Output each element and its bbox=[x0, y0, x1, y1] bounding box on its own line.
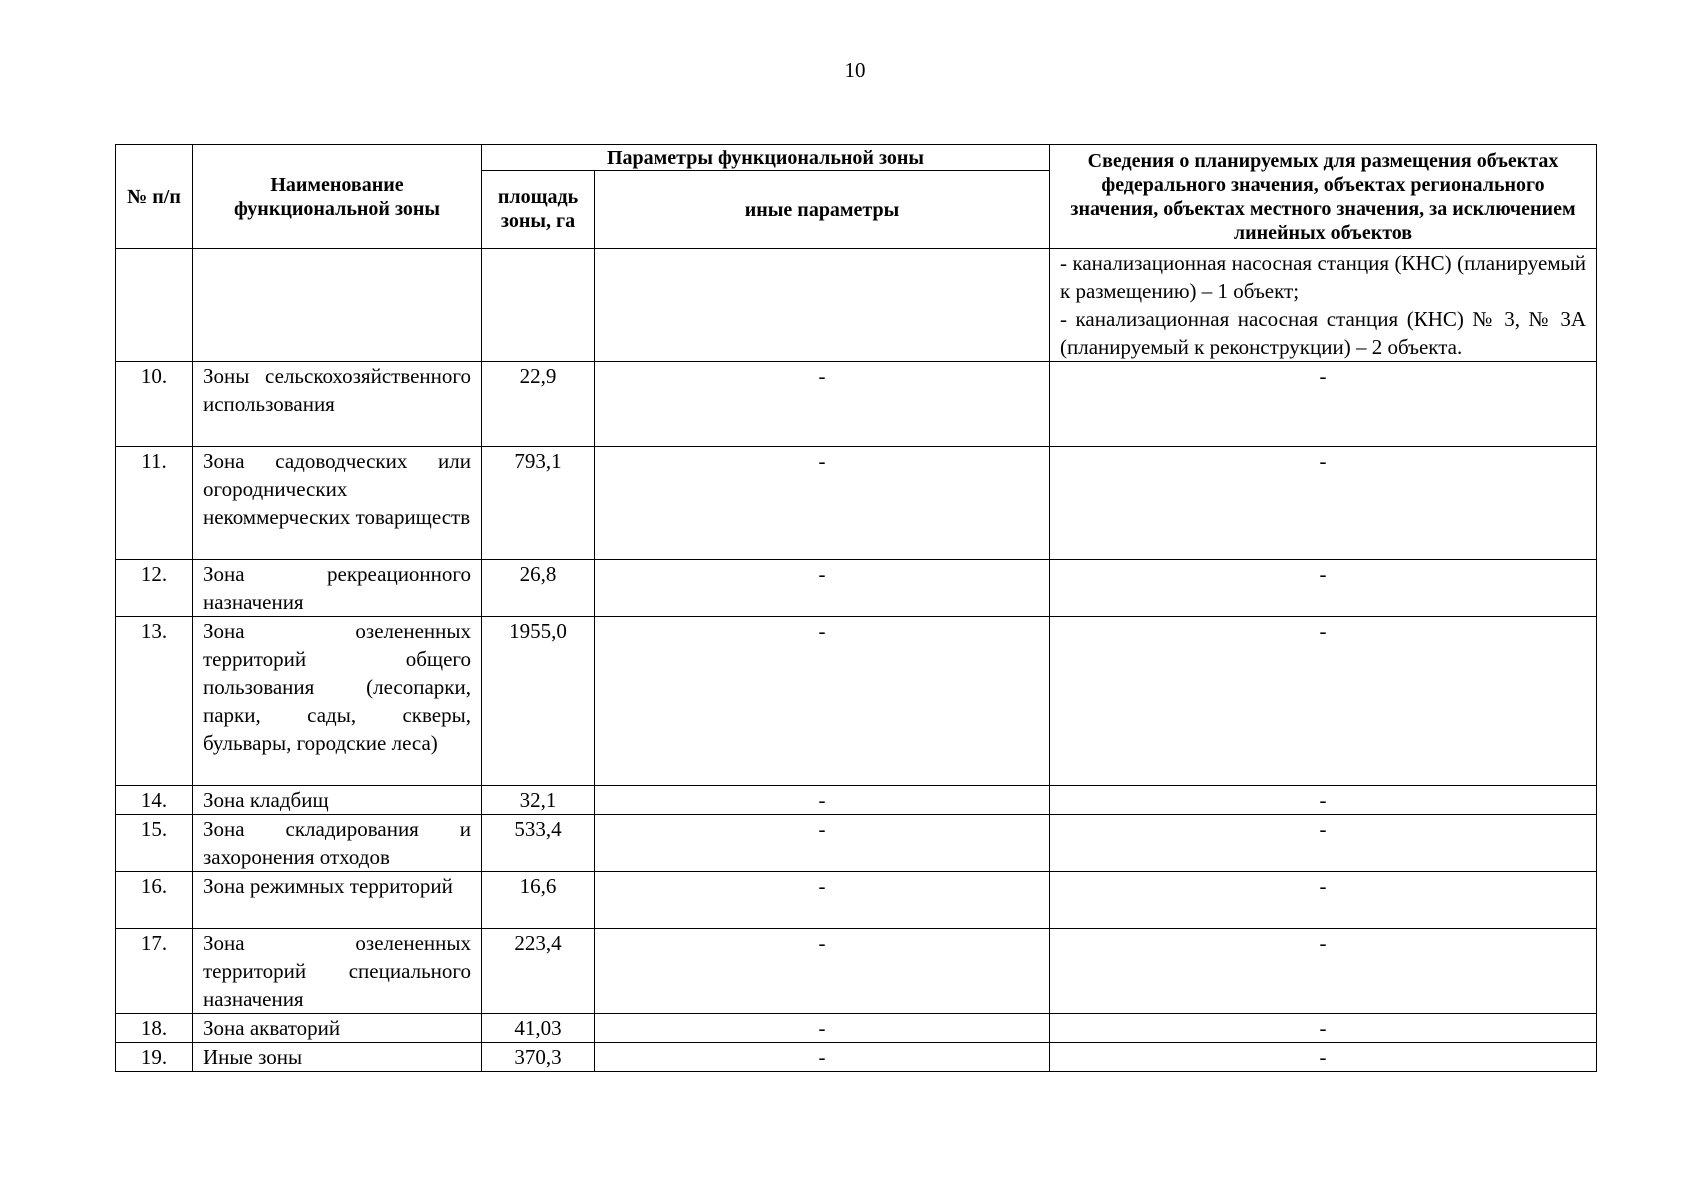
cell-planned: - bbox=[1050, 1043, 1597, 1072]
page-number: 10 bbox=[844, 58, 866, 82]
cell-num: 15. bbox=[116, 815, 193, 872]
header-planned-objects: Сведения о планируемых для размещения объектах федерального значения, объектах регионального значения, объектах местного значения, за исключением линейных объектов bbox=[1050, 145, 1597, 249]
cell-name: Зона озелененных территорий общего пользования (лесопарки, парки, сады, скверы, бульвары, городские леса) bbox=[193, 617, 482, 786]
table-row bbox=[116, 1014, 1597, 1043]
cell-area: 370,3 bbox=[482, 1043, 595, 1072]
table-row bbox=[116, 447, 1597, 560]
cell-num: 11. bbox=[116, 447, 193, 560]
cell-other bbox=[595, 249, 1050, 362]
cell-num bbox=[116, 249, 193, 362]
cell-num: 12. bbox=[116, 560, 193, 617]
cell-num: 14. bbox=[116, 786, 193, 815]
header-area: площадь зоны, га bbox=[482, 171, 595, 249]
cell-num: 17. bbox=[116, 929, 193, 1014]
cell-other: - bbox=[595, 872, 1050, 929]
cell-area: 533,4 bbox=[482, 815, 595, 872]
cell-planned: - bbox=[1050, 1014, 1597, 1043]
cell-name: Зоны сельскохозяйственного использования bbox=[193, 362, 482, 447]
header-name: Наименование функциональной зоны bbox=[193, 145, 482, 249]
cell-other: - bbox=[595, 929, 1050, 1014]
cell-other: - bbox=[595, 1014, 1050, 1043]
table-row bbox=[116, 815, 1597, 872]
cell-planned: - bbox=[1050, 786, 1597, 815]
cell-other: - bbox=[595, 560, 1050, 617]
cell-planned-objects bbox=[1050, 249, 1597, 362]
table-row bbox=[116, 617, 1597, 786]
cell-name: Иные зоны bbox=[193, 1043, 482, 1072]
table-row-continuation bbox=[116, 249, 1597, 362]
table-row bbox=[116, 560, 1597, 617]
cell-area: 16,6 bbox=[482, 872, 595, 929]
cell-num: 10. bbox=[116, 362, 193, 447]
cell-name: Зона озелененных территорий специального назначения bbox=[193, 929, 482, 1014]
cell-name: Зона садоводческих или огороднических некоммерческих товариществ bbox=[193, 447, 482, 560]
cell-area: 1955,0 bbox=[482, 617, 595, 786]
cell-num: 13. bbox=[116, 617, 193, 786]
cell-planned: - bbox=[1050, 362, 1597, 447]
cell-area: 41,03 bbox=[482, 1014, 595, 1043]
cell-planned: - bbox=[1050, 447, 1597, 560]
table-row bbox=[116, 362, 1597, 447]
cell-name bbox=[193, 249, 482, 362]
cell-planned: - bbox=[1050, 929, 1597, 1014]
cell-num: 16. bbox=[116, 872, 193, 929]
cell-other: - bbox=[595, 447, 1050, 560]
cell-name: Зона акваторий bbox=[193, 1014, 482, 1043]
planned-object-line: - канализационная насосная станция (КНС) (планируемый к размещению) – 1 объект; bbox=[1060, 251, 1586, 303]
cell-planned: - bbox=[1050, 815, 1597, 872]
cell-other: - bbox=[595, 362, 1050, 447]
planned-object-line: - канализационная насосная станция (КНС) № 3, № 3А (планируемый к реконструкции) – 2 объекта. bbox=[1060, 307, 1586, 359]
cell-area: 22,9 bbox=[482, 362, 595, 447]
header-num: № п/п bbox=[116, 145, 193, 249]
cell-other: - bbox=[595, 815, 1050, 872]
cell-planned: - bbox=[1050, 617, 1597, 786]
cell-other: - bbox=[595, 617, 1050, 786]
cell-area: 26,8 bbox=[482, 560, 595, 617]
cell-area: 793,1 bbox=[482, 447, 595, 560]
header-other-params: иные параметры bbox=[595, 171, 1050, 249]
cell-planned: - bbox=[1050, 560, 1597, 617]
cell-other: - bbox=[595, 1043, 1050, 1072]
cell-name: Зона складирования и захоронения отходов bbox=[193, 815, 482, 872]
cell-num: 18. bbox=[116, 1014, 193, 1043]
cell-area bbox=[482, 249, 595, 362]
table-row bbox=[116, 929, 1597, 1014]
cell-area: 223,4 bbox=[482, 929, 595, 1014]
table-row bbox=[116, 786, 1597, 815]
cell-planned: - bbox=[1050, 872, 1597, 929]
functional-zones-table bbox=[115, 144, 1597, 1072]
table-row bbox=[116, 1043, 1597, 1072]
cell-name: Зона кладбищ bbox=[193, 786, 482, 815]
cell-area: 32,1 bbox=[482, 786, 595, 815]
cell-name: Зона рекреационного назначения bbox=[193, 560, 482, 617]
cell-num: 19. bbox=[116, 1043, 193, 1072]
cell-name: Зона режимных территорий bbox=[193, 872, 482, 929]
cell-other: - bbox=[595, 786, 1050, 815]
header-params-group: Параметры функциональной зоны bbox=[482, 145, 1050, 171]
table-row bbox=[116, 872, 1597, 929]
